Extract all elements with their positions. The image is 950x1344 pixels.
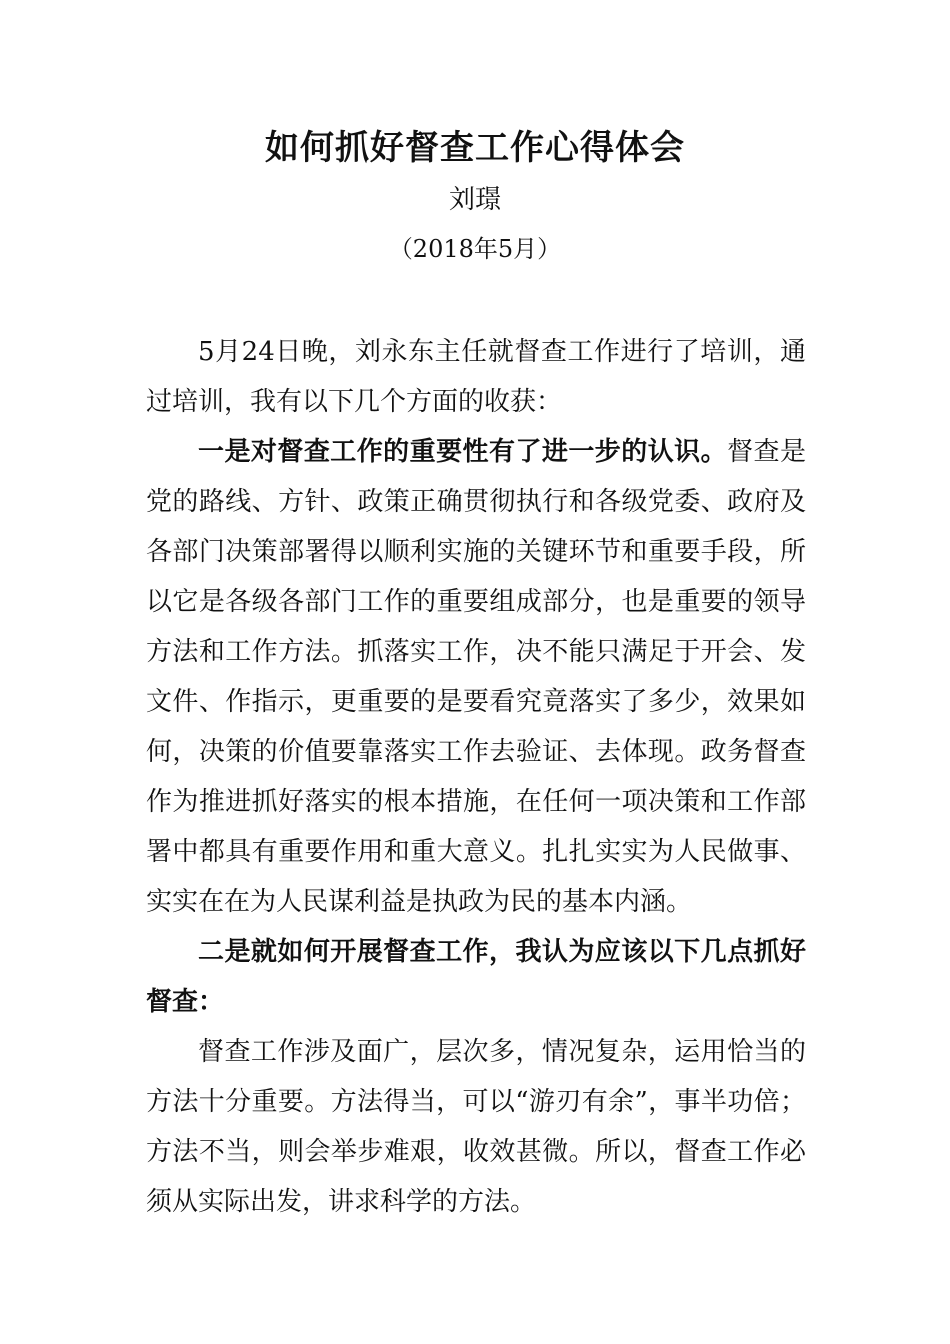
paragraph-heading: 二是就如何开展督查工作，我认为应该以下几点抓好督查： xyxy=(146,937,806,1017)
document-body xyxy=(146,327,806,1227)
paragraph-intro xyxy=(146,327,806,427)
paragraph-text: 督查是党的路线、方针、政策正确贯彻执行和各级党委、政府及各部门决策部署得以顺利实施的关键环节和重要手段，所以它是各级各部门工作的重要组成部分，也是重要的领导方法和工作方法。抓落实工作，决不能只满足于开会、发文件、作指示，更重要的是要看究竟落实了多少，效果如何，决策的价值要靠落实工作去验证、去体现。政务督查作为推进抓好落实的根本措施，在任何一项决策和工作部署中都具有重要作用和重大意义。扎扎实实为人民做事、实实在在为人民谋利益是执政为民的基本内涵。 xyxy=(146,437,806,917)
paragraph-lead: 一是对督查工作的重要性有了进一步的认识。 xyxy=(198,437,728,467)
paragraph-point-one xyxy=(146,427,806,927)
document-date: （2018年5月） xyxy=(388,235,562,263)
paragraph-text: 督查工作涉及面广，层次多，情况复杂，运用恰当的方法十分重要。方法得当，可以“游刃有余”，事半功倍；方法不当，则会举步难艰，收效甚微。所以，督查工作必须从实际出发，讲求科学的方法。 xyxy=(146,1037,806,1217)
document-title: 如何抓好督查工作心得体会 xyxy=(265,128,685,168)
paragraph-methods xyxy=(146,1027,806,1227)
paragraph-text: 5月24日晚，刘永东主任就督查工作进行了培训，通过培训，我有以下几个方面的收获： xyxy=(146,337,806,417)
document-author: 刘璟 xyxy=(448,185,501,215)
paragraph-point-two-heading xyxy=(146,927,806,1027)
